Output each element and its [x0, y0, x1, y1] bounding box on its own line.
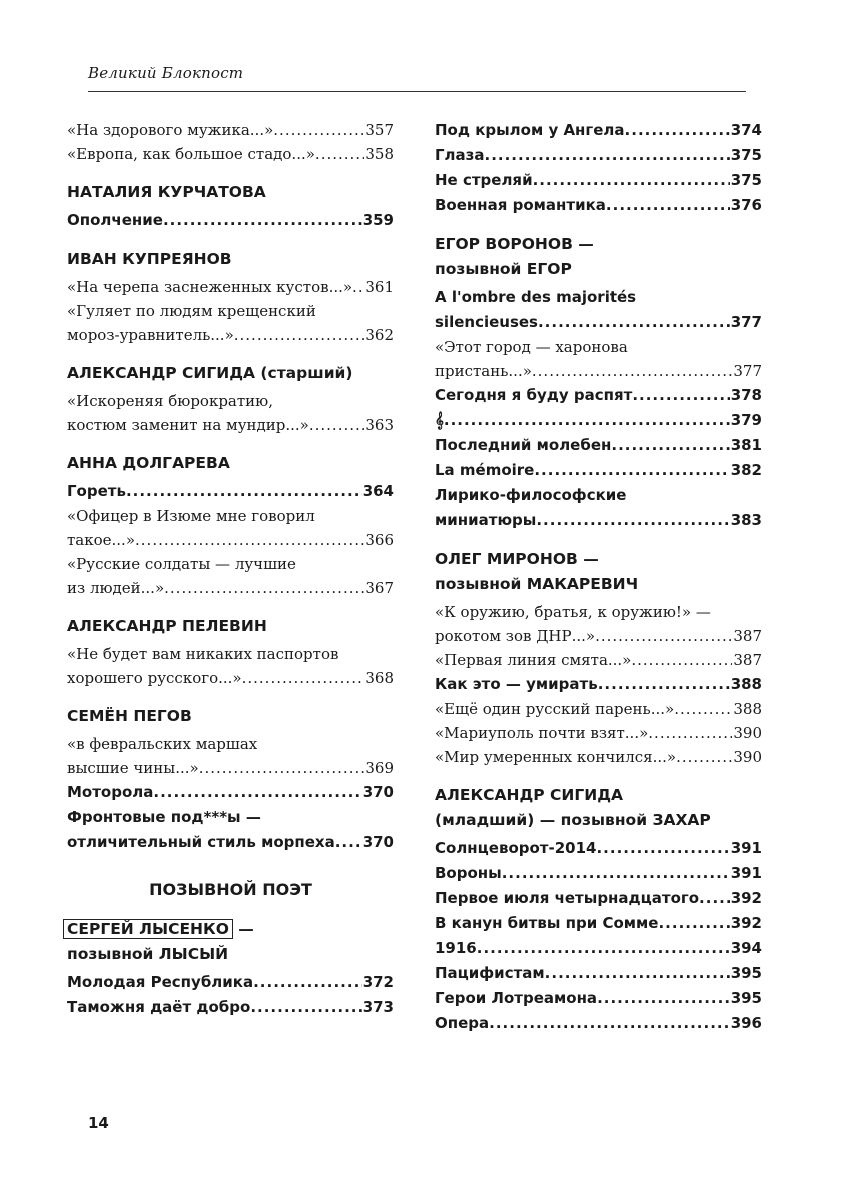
entry-title: silencieuses [435, 313, 538, 331]
entry-title: «На здоровогo мужика...» [67, 121, 274, 139]
leader-dots [485, 143, 730, 168]
entry-title: костюм заменит на мундир...» [67, 416, 309, 434]
entry-row [67, 576, 394, 600]
toc-entry [67, 389, 394, 437]
entry-page: 375 [730, 171, 762, 189]
toc-entry [435, 648, 762, 672]
leader-dots [126, 479, 362, 504]
toc-entry [435, 911, 762, 936]
entry-page: 363 [365, 416, 394, 434]
leader-dots [502, 861, 730, 886]
entry-row [435, 672, 762, 697]
author-name [67, 614, 394, 639]
entry-title: Вороны [435, 864, 502, 882]
toc-entry [435, 193, 762, 218]
leader-dots [606, 193, 730, 218]
entry-title: La mémoire [435, 461, 535, 479]
entry-title-line: «в февральских маршах [67, 735, 258, 753]
entry-row [435, 836, 762, 861]
entry-page: 369 [365, 759, 394, 777]
leader-dots [674, 697, 732, 721]
toc-entry [435, 961, 762, 986]
entry-page: 357 [365, 121, 394, 139]
toc-entry [435, 143, 762, 168]
entry-page: 387 [733, 651, 762, 669]
entry-row [435, 911, 762, 936]
entry-row [67, 142, 394, 166]
leader-dots [489, 1011, 730, 1036]
entry-page: 367 [365, 579, 394, 597]
entry-title: Под крылом у Ангела [435, 121, 625, 139]
leader-dots [699, 886, 730, 911]
entry-row [435, 624, 762, 648]
entry-title: Военная романтика [435, 196, 606, 214]
entry-page: 377 [730, 313, 762, 331]
toc-entry [435, 1011, 762, 1036]
entry-page: 377 [733, 362, 762, 380]
entry-title: Как это — умирать [435, 675, 598, 693]
entry-page: 388 [733, 700, 762, 718]
entry-page: 392 [730, 914, 762, 932]
entry-row [67, 528, 394, 552]
entry-row [67, 780, 394, 805]
author-heading [67, 451, 394, 476]
entry-title: Моторола [67, 783, 154, 801]
toc-entry [67, 208, 394, 233]
leader-dots [631, 648, 732, 672]
toc-entry [67, 780, 394, 805]
entry-title: Сегодня я буду распят [435, 386, 633, 404]
leader-dots [242, 666, 365, 690]
toc-entry [435, 721, 762, 745]
entry-row [435, 1011, 762, 1036]
author-callsign: позывной ЛЫСЫЙ [67, 945, 229, 963]
entry-row [67, 666, 394, 690]
author-name-text: АННА ДОЛГАРЕВА [67, 454, 230, 472]
entry-title: такое...» [67, 531, 136, 549]
leader-dots [253, 970, 362, 995]
entry-row [435, 359, 762, 383]
entry-page: 372 [362, 973, 394, 991]
entry-title-line: Лирико-философские [435, 486, 627, 504]
leader-dots [632, 383, 729, 408]
toc-entry [435, 168, 762, 193]
leader-dots [199, 756, 365, 780]
entry-page: 391 [730, 864, 762, 882]
entry-row [435, 861, 762, 886]
author-name-text: ОЛЕГ МИРОНОВ — [435, 550, 599, 568]
author-name [435, 783, 762, 808]
entry-title: В канун битвы при Сомме [435, 914, 659, 932]
leader-dots [163, 208, 362, 233]
entry-row [435, 433, 762, 458]
entry-page: 364 [362, 482, 394, 500]
leader-dots [595, 624, 732, 648]
entry-title: Ополчение [67, 211, 163, 229]
leader-dots [234, 323, 365, 347]
toc-entry [435, 600, 762, 648]
entry-row [435, 961, 762, 986]
author-heading [435, 232, 762, 282]
entry-page: 376 [730, 196, 762, 214]
author-name-text: АЛЕКСАНДР СИГИДА [435, 786, 624, 804]
entry-page: 359 [362, 211, 394, 229]
page-number: 14 [88, 1114, 109, 1132]
leader-dots [532, 359, 732, 383]
entry-page: 374 [730, 121, 762, 139]
author-name-dash: — [232, 920, 254, 938]
author-name-text: СЕРГЕЙ ЛЫСЕНКО [63, 919, 233, 939]
leader-dots [538, 310, 730, 335]
entry-page: 366 [365, 531, 394, 549]
section-title: ПОЗЫВНОЙ ПОЭТ [149, 880, 312, 899]
entry-page: 383 [730, 511, 762, 529]
entry-title: «На черепа заснеженных кустов...» [67, 278, 353, 296]
leader-dots [315, 142, 364, 166]
leader-dots [250, 995, 361, 1020]
entry-title: «Ещё один русский парень...» [435, 700, 675, 718]
entry-title: из людей...» [67, 579, 165, 597]
entry-page: 370 [362, 783, 394, 801]
entry-page: 381 [730, 436, 762, 454]
entry-title-line: «Искореняя бюрократию, [67, 392, 274, 410]
entry-title: пристань...» [435, 362, 532, 380]
leader-dots [135, 528, 364, 552]
author-name-text: АЛЕКСАНДР ПЕЛЕВИН [67, 617, 267, 635]
author-name-text: НАТАЛИЯ КУРЧАТОВА [67, 183, 266, 201]
leader-dots [625, 118, 730, 143]
leader-dots [676, 745, 732, 769]
author-name [67, 917, 394, 942]
entry-row [67, 118, 394, 142]
entry-title: отличительный стиль морпеха [67, 833, 335, 851]
entry-title: миниатюры [435, 511, 537, 529]
entry-row [435, 648, 762, 672]
author-heading [67, 917, 394, 967]
author-callsign: позывной ЕГОР [435, 260, 572, 278]
toc-entry [435, 458, 762, 483]
toc-entry [435, 118, 762, 143]
toc-column-right [435, 118, 762, 1036]
toc-entry [435, 672, 762, 697]
author-name-text: ИВАН КУПРЕЯНОВ [67, 250, 232, 268]
entry-title: Таможня даёт добро [67, 998, 251, 1016]
toc-entry [67, 275, 394, 299]
toc-entry [435, 936, 762, 961]
entry-title: 𝄞 [435, 411, 444, 429]
entry-page: 370 [362, 833, 394, 851]
entry-row [435, 508, 762, 533]
entry-row [435, 168, 762, 193]
author-heading [67, 247, 394, 272]
leader-dots [335, 830, 362, 855]
toc-column-left [67, 118, 394, 1020]
entry-title: Последний молебен [435, 436, 612, 454]
leader-dots [545, 961, 730, 986]
entry-page: 396 [730, 1014, 762, 1032]
leader-dots [534, 458, 729, 483]
toc-entry [435, 861, 762, 886]
entry-title: рокотом зов ДНР...» [435, 627, 596, 645]
entry-row [67, 479, 394, 504]
author-name [67, 704, 394, 729]
entry-page: 390 [733, 748, 762, 766]
entry-row [67, 208, 394, 233]
toc-entry [67, 504, 394, 552]
entry-page: 391 [730, 839, 762, 857]
toc-entry [435, 285, 762, 335]
entry-title: Опера [435, 1014, 490, 1032]
author-callsign: позывной МАКАРЕВИЧ [435, 575, 639, 593]
entry-row [67, 756, 394, 780]
leader-dots [533, 168, 730, 193]
toc-entry [67, 732, 394, 780]
author-name-text: АЛЕКСАНДР СИГИДА (старший) [67, 364, 353, 382]
entry-row [67, 275, 394, 299]
entry-title-line: «Не будет вам никаких паспортов [67, 645, 339, 663]
entry-row [435, 310, 762, 335]
entry-page: 390 [733, 724, 762, 742]
entry-title: «Мариуполь почти взят...» [435, 724, 649, 742]
entry-title: Глаза [435, 146, 485, 164]
entry-title-line: A l'ombre des majorités [435, 288, 637, 306]
entry-page: 362 [365, 326, 394, 344]
author-name-text: СЕМЁН ПЕГОВ [67, 707, 192, 725]
leader-dots [611, 433, 729, 458]
entry-title: высшие чины...» [67, 759, 199, 777]
entry-row [435, 936, 762, 961]
author-heading [67, 614, 394, 639]
entry-title: «Первая линия смята...» [435, 651, 632, 669]
entry-row [67, 830, 394, 855]
leader-dots [648, 721, 732, 745]
entry-title-line: «Русские солдаты — лучшие [67, 555, 296, 573]
entry-title: Солнцеворот-2014 [435, 839, 597, 857]
toc-entry [67, 552, 394, 600]
entry-row [435, 193, 762, 218]
entry-row [435, 986, 762, 1011]
author-heading [67, 180, 394, 205]
running-header [88, 63, 746, 92]
author-name [67, 361, 394, 386]
leader-dots [477, 936, 730, 961]
entry-page: 361 [365, 278, 394, 296]
book-title: Великий Блокпост [88, 64, 244, 82]
author-callsign: (младший) — позывной ЗАХАР [435, 811, 711, 829]
entry-title: «Европа, как большое стадо...» [67, 145, 315, 163]
leader-dots [597, 986, 730, 1011]
entry-title: Молодая Республика [67, 973, 254, 991]
author-name [67, 451, 394, 476]
author-heading [67, 704, 394, 729]
toc-entry [67, 805, 394, 855]
entry-page: 387 [733, 627, 762, 645]
entry-row [67, 413, 394, 437]
entry-page: 368 [365, 669, 394, 687]
entry-page: 394 [730, 939, 762, 957]
entry-title: Гореть [67, 482, 126, 500]
entry-page: 392 [730, 889, 762, 907]
author-heading [435, 547, 762, 597]
toc-entry [435, 986, 762, 1011]
entry-page: 358 [365, 145, 394, 163]
leader-dots [273, 118, 364, 142]
entry-row [435, 383, 762, 408]
toc-entry [435, 697, 762, 721]
entry-title: «Мир умеренных кончился...» [435, 748, 677, 766]
entry-title: Первое июля четырнадцатого [435, 889, 700, 907]
entry-page: 382 [730, 461, 762, 479]
toc-entry [67, 642, 394, 690]
entry-row [435, 721, 762, 745]
leader-dots [536, 508, 729, 533]
entry-title: Герои Лотреамона [435, 989, 598, 1007]
leader-dots [309, 413, 365, 437]
entry-page: 379 [730, 411, 762, 429]
leader-dots [164, 576, 364, 600]
entry-title: Пацифистам [435, 964, 545, 982]
entry-page: 388 [730, 675, 762, 693]
entry-page: 395 [730, 964, 762, 982]
toc-entry [435, 836, 762, 861]
toc-entry [67, 299, 394, 347]
entry-title: Не стреляй [435, 171, 533, 189]
author-name [67, 180, 394, 205]
toc-entry [67, 118, 394, 142]
toc-entry [435, 886, 762, 911]
leader-dots [444, 408, 730, 433]
entry-page: 378 [730, 386, 762, 404]
entry-page: 373 [362, 998, 394, 1016]
toc-entry [67, 995, 394, 1020]
entry-row [435, 745, 762, 769]
author-name [435, 547, 762, 572]
toc-entry [435, 745, 762, 769]
entry-row [435, 408, 762, 433]
author-name [435, 232, 762, 257]
toc-entry [67, 142, 394, 166]
toc-entry [435, 483, 762, 533]
leader-dots [596, 836, 729, 861]
entry-title-line: «Офицер в Изюме мне говорил [67, 507, 315, 525]
entry-row [67, 995, 394, 1020]
entry-row [435, 458, 762, 483]
entry-title: хорошего русского...» [67, 669, 242, 687]
entry-title-line: Фронтовые под***ы — [67, 808, 261, 826]
author-name-text: ЕГОР ВОРОНОВ — [435, 235, 594, 253]
entry-row [67, 970, 394, 995]
leader-dots [658, 911, 729, 936]
entry-row [435, 143, 762, 168]
toc-entry [67, 479, 394, 504]
leader-dots [598, 672, 730, 697]
toc-entry [435, 383, 762, 408]
toc-entry [435, 433, 762, 458]
entry-page: 375 [730, 146, 762, 164]
author-heading [67, 361, 394, 386]
entry-page: 395 [730, 989, 762, 1007]
toc-entry [435, 408, 762, 433]
entry-row [67, 323, 394, 347]
entry-title-line: «К оружию, братья, к оружию!» — [435, 603, 711, 621]
toc-entry [67, 970, 394, 995]
author-heading [435, 783, 762, 833]
toc-entry [435, 335, 762, 383]
entry-row [435, 886, 762, 911]
leader-dots [153, 780, 361, 805]
entry-title: мороз-уравнитель...» [67, 326, 234, 344]
entry-row [435, 118, 762, 143]
entry-row [435, 697, 762, 721]
leader-dots [352, 275, 364, 299]
entry-title-line: «Гуляет по людям крещенский [67, 302, 316, 320]
author-name [67, 247, 394, 272]
entry-title-line: «Этот город — харонова [435, 338, 628, 356]
entry-title: 1916 [435, 939, 477, 957]
